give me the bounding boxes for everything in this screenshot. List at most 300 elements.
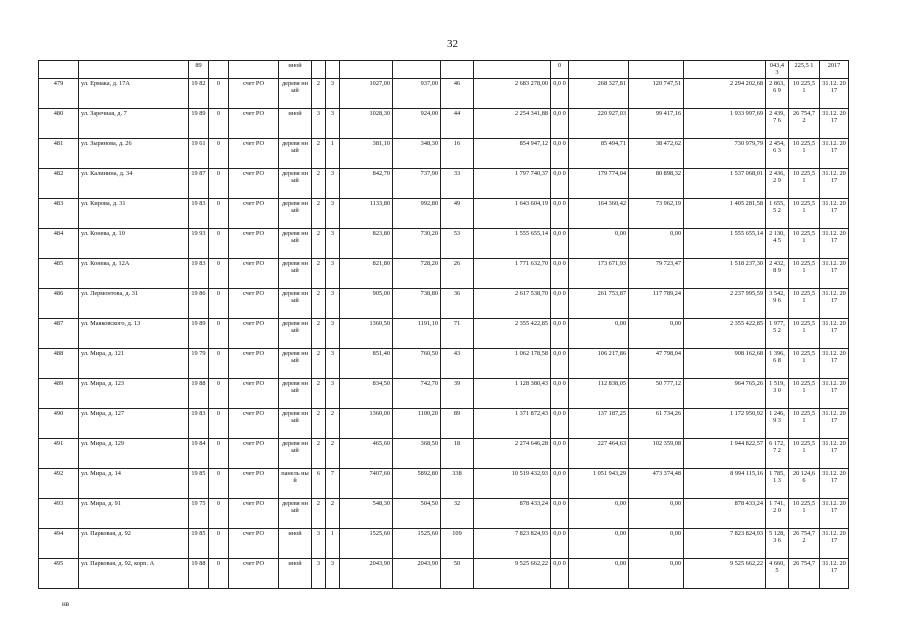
cell-year-built: 19 87 [189,168,209,198]
cell-max-unit-cost: 20 124,6 6 [789,468,820,498]
cell-owners-cost: 964 765,26 [684,378,766,408]
cell-floors: 2 [312,78,326,108]
cell-col-zero [209,61,229,79]
cell-residents: 18 [441,438,474,468]
cell-col-zero: 0 [209,378,229,408]
cell-living-area: 924,00 [393,108,441,138]
cell-address: ул. Мира, д. 14 [79,468,189,498]
cell-entrances: 3 [326,168,340,198]
cell-row-number: 493 [39,498,79,528]
cell-fund-method: счет РО [229,528,279,558]
cell-row-number: 483 [39,198,79,228]
cell-fund-method: счет РО [229,378,279,408]
cell-floors: 3 [312,558,326,588]
cell-living-area: 760,50 [393,348,441,378]
cell-owners-cost: 1 933 997,69 [684,108,766,138]
cell-year-built: 19 79 [189,348,209,378]
table-row [39,168,849,198]
cell-share-cost: 0,0 0 [551,288,569,318]
table-row [39,108,849,138]
cell-unit-cost: 2 436,2 9 [766,168,789,198]
table-row [39,438,849,468]
cell-fund-method: счет РО [229,318,279,348]
cell-col-zero: 0 [209,198,229,228]
cell-entrances: 2 [326,438,340,468]
cell-address: ул. Мира, д. 123 [79,378,189,408]
cell-share-cost: 0,0 0 [551,168,569,198]
cell-total-cost: 2 617 538,70 [474,288,551,318]
cell-row-number: 479 [39,78,79,108]
cell-total-cost: 854 947,12 [474,138,551,168]
cell-max-unit-cost: 10 225,5 1 [789,438,820,468]
cell-residents: 32 [441,498,474,528]
cell-row-number: 484 [39,228,79,258]
cell-fund-cost: 112 838,05 [569,378,629,408]
cell-owners-cost: 1 537 068,01 [684,168,766,198]
cell-living-area: 504,50 [393,498,441,528]
cell-address: ул. Калинина, д. 34 [79,168,189,198]
cell-unit-cost: 1 246,9 3 [766,408,789,438]
cell-fund-method: счет РО [229,558,279,588]
cell-max-unit-cost: 10 225,5 1 [789,168,820,198]
cell-owners-cost: 7 823 824,93 [684,528,766,558]
cell-fund-method: счет РО [229,498,279,528]
cell-fund-cost: 0,00 [569,228,629,258]
cell-address: ул. Конева, д. 10 [79,228,189,258]
cell-fund-cost: 227 464,63 [569,438,629,468]
cell-total-cost: 1 797 740,37 [474,168,551,198]
cell-max-unit-cost: 10 225,5 1 [789,198,820,228]
cell-residents: 46 [441,78,474,108]
cell-max-unit-cost: 10 225,5 1 [789,348,820,378]
cell-share-cost: 0,0 0 [551,138,569,168]
cell-wall-material: деревя нный [279,198,312,228]
cell-entrances [326,61,340,79]
cell-year-built: 19 86 [189,288,209,318]
cell-col-zero: 0 [209,288,229,318]
cell-unit-cost: 2 863,6 9 [766,78,789,108]
table-row [39,498,849,528]
cell-col-zero: 0 [209,258,229,288]
cell-living-area: 5892,80 [393,468,441,498]
cell-share-cost: 0,0 0 [551,108,569,138]
cell-unit-cost: 2 432,8 9 [766,258,789,288]
cell-fund-cost: 261 753,87 [569,288,629,318]
cell-floors [312,61,326,79]
cell-owners-cost [684,61,766,79]
cell-floors: 2 [312,198,326,228]
cell-share-cost: 0,0 0 [551,378,569,408]
cell-residents: 43 [441,348,474,378]
cell-max-unit-cost: 10 225,5 1 [789,498,820,528]
cell-total-cost: 2 355 422,85 [474,318,551,348]
cell-share-cost: 0,0 0 [551,228,569,258]
cell-floors: 2 [312,438,326,468]
cell-budget-cost: 80 898,32 [629,168,684,198]
cell-entrances: 3 [326,228,340,258]
cell-unit-cost: 6 172,7 2 [766,438,789,468]
cell-wall-material: деревя нный [279,348,312,378]
table-row [39,528,849,558]
cell-entrances: 3 [326,288,340,318]
cell-residents [441,61,474,79]
cell-wall-material: деревя нный [279,138,312,168]
cell-budget-cost: 117 789,24 [629,288,684,318]
cell-max-unit-cost: 10 225,5 1 [789,378,820,408]
cell-entrances: 7 [326,468,340,498]
cell-entrances: 1 [326,528,340,558]
cell-residents: 89 [441,408,474,438]
table-row [39,378,849,408]
cell-deadline: 31.12. 2017 [820,228,849,258]
cell-fund-cost: 1 051 943,29 [569,468,629,498]
cell-row-number: 480 [39,108,79,138]
cell-wall-material: деревя нный [279,378,312,408]
cell-col-zero: 0 [209,78,229,108]
cell-col-zero: 0 [209,468,229,498]
cell-floors: 3 [312,108,326,138]
cell-owners-cost: 2 294 202,68 [684,78,766,108]
cell-owners-cost: 9 525 662,22 [684,558,766,588]
cell-fund-method: счет РО [229,348,279,378]
table-row [39,468,849,498]
cell-entrances: 2 [326,408,340,438]
cell-address: ул. Кирова, д. 31 [79,198,189,228]
cell-row-number: 494 [39,528,79,558]
cell-living-area: 1100,20 [393,408,441,438]
cell-address [79,61,189,79]
page-number: 32 [447,38,458,50]
cell-deadline: 31.12. 2017 [820,108,849,138]
cell-fund-method: счет РО [229,438,279,468]
cell-unit-cost: 1 741,2 0 [766,498,789,528]
cell-share-cost: 0,0 0 [551,528,569,558]
cell-owners-cost: 1 944 822,57 [684,438,766,468]
cell-budget-cost: 473 374,48 [629,468,684,498]
cell-year-built: 19 61 [189,138,209,168]
cell-address: ул. Парковая, д. 92, корп. А [79,558,189,588]
cell-wall-material: иной [279,61,312,79]
cell-row-number: 495 [39,558,79,588]
cell-total-cost: 1 643 604,19 [474,198,551,228]
cell-year-built: 19 82 [189,78,209,108]
cell-col-zero: 0 [209,528,229,558]
cell-col-zero: 0 [209,498,229,528]
cell-budget-cost: 99 417,16 [629,108,684,138]
cell-residents: 36 [441,288,474,318]
cell-year-built: 19 75 [189,498,209,528]
cell-max-unit-cost: 10 225,5 1 [789,138,820,168]
cell-col-zero: 0 [209,408,229,438]
cell-year-built: 19 85 [189,528,209,558]
cell-row-number: 489 [39,378,79,408]
cell-floors: 2 [312,318,326,348]
cell-total-area: 465,60 [340,438,393,468]
cell-max-unit-cost: 10 225,5 1 [789,228,820,258]
table-row [39,258,849,288]
cell-deadline: 31.12. 2017 [820,138,849,168]
cell-wall-material: деревя нный [279,288,312,318]
cell-entrances: 3 [326,378,340,408]
cell-deadline: 31.12. 2017 [820,198,849,228]
cell-living-area: 730,20 [393,228,441,258]
cell-budget-cost: 61 734,26 [629,408,684,438]
cell-owners-cost: 1 405 281,58 [684,198,766,228]
cell-fund-method: счет РО [229,288,279,318]
cell-row-number: 486 [39,288,79,318]
cell-fund-method: счет РО [229,198,279,228]
cell-fund-cost: 0,00 [569,528,629,558]
cell-floors: 6 [312,468,326,498]
cell-year-built: 89 [189,61,209,79]
cell-row-number: 490 [39,408,79,438]
cell-residents: 33 [441,168,474,198]
cell-wall-material: деревя нный [279,78,312,108]
cell-unit-cost: 1 785,1 3 [766,468,789,498]
cell-total-cost: 878 433,24 [474,498,551,528]
cell-wall-material: иной [279,108,312,138]
cell-col-zero: 0 [209,318,229,348]
cell-fund-method: счет РО [229,408,279,438]
cell-total-area [340,61,393,79]
cell-col-zero: 0 [209,558,229,588]
cell-max-unit-cost: 10 225,5 1 [789,78,820,108]
cell-floors: 2 [312,228,326,258]
cell-floors: 2 [312,258,326,288]
cell-budget-cost: 47 798,04 [629,348,684,378]
cell-deadline: 31.12. 2017 [820,348,849,378]
cell-share-cost: 0,0 0 [551,198,569,228]
cell-fund-cost: 164 360,42 [569,198,629,228]
table-row [39,558,849,588]
cell-total-cost: 1 062 178,58 [474,348,551,378]
cell-budget-cost: 73 962,19 [629,198,684,228]
cell-residents: 26 [441,258,474,288]
cell-total-area: 905,00 [340,288,393,318]
cell-owners-cost: 1 555 655,14 [684,228,766,258]
cell-fund-method: счет РО [229,258,279,288]
cell-living-area: 728,20 [393,258,441,288]
cell-year-built: 19 89 [189,108,209,138]
table-row [39,198,849,228]
cell-living-area: 348,30 [393,138,441,168]
cell-share-cost: 0,0 0 [551,468,569,498]
cell-unit-cost: 1 655,5 2 [766,198,789,228]
cell-year-built: 19 85 [189,468,209,498]
cell-unit-cost: 4 660,5 [766,558,789,588]
cell-total-area: 1028,30 [340,108,393,138]
cell-entrances: 3 [326,558,340,588]
cell-fund-cost: 173 671,93 [569,258,629,288]
cell-row-number: 488 [39,348,79,378]
cell-total-cost: 7 823 824,93 [474,528,551,558]
cell-deadline: 31.12. 2017 [820,318,849,348]
table-row [39,138,849,168]
cell-deadline: 2017 [820,61,849,79]
cell-deadline: 31.12. 2017 [820,378,849,408]
cell-max-unit-cost: 26 754,7 2 [789,528,820,558]
cell-floors: 2 [312,378,326,408]
cell-share-cost: 0,0 0 [551,498,569,528]
cell-total-cost: 2 683 278,00 [474,78,551,108]
cell-floors: 2 [312,168,326,198]
cell-fund-cost: 106 217,86 [569,348,629,378]
table-row [39,318,849,348]
cell-share-cost: 0,0 0 [551,78,569,108]
cell-unit-cost: 1 396,6 8 [766,348,789,378]
cell-living-area: 992,80 [393,198,441,228]
cell-budget-cost: 120 747,51 [629,78,684,108]
cell-floors: 2 [312,498,326,528]
cell-floors: 3 [312,528,326,558]
cell-max-unit-cost: 10 225,5 1 [789,318,820,348]
cell-total-cost: 2 254 341,88 [474,108,551,138]
cell-address: ул. Мира, д. 129 [79,438,189,468]
cell-unit-cost: 3 542,9 6 [766,288,789,318]
cell-budget-cost: 0,00 [629,498,684,528]
cell-row-number [39,61,79,79]
cell-fund-cost: 0,00 [569,498,629,528]
cell-budget-cost: 79 723,47 [629,258,684,288]
cell-fund-method: счет РО [229,138,279,168]
cell-budget-cost: 0,00 [629,528,684,558]
cell-residents: 16 [441,138,474,168]
cell-total-area: 548,30 [340,498,393,528]
cell-residents: 109 [441,528,474,558]
cell-col-zero: 0 [209,348,229,378]
cell-unit-cost: 5 128,3 6 [766,528,789,558]
cell-year-built: 19 93 [189,228,209,258]
cell-address: ул. Конева, д. 12А [79,258,189,288]
cell-residents: 39 [441,378,474,408]
cell-owners-cost: 1 518 237,30 [684,258,766,288]
cell-owners-cost: 908 162,68 [684,348,766,378]
table-row [39,348,849,378]
housing-repair-table [38,60,849,589]
cell-total-cost: 1 128 380,43 [474,378,551,408]
cell-deadline: 31.12. 2017 [820,288,849,318]
cell-address: ул. Лермонтова, д. 31 [79,288,189,318]
cell-living-area: 1525,60 [393,528,441,558]
table-row [39,408,849,438]
cell-total-area: 821,80 [340,258,393,288]
table-row [39,288,849,318]
cell-owners-cost: 8 994 115,16 [684,468,766,498]
cell-entrances: 3 [326,108,340,138]
cell-entrances: 3 [326,318,340,348]
cell-fund-method [229,61,279,79]
cell-fund-cost: 85 494,71 [569,138,629,168]
cell-fund-cost: 179 774,04 [569,168,629,198]
cell-unit-cost: 043,4 3 [766,61,789,79]
cell-residents: 53 [441,228,474,258]
cell-max-unit-cost: 10 225,5 1 [789,288,820,318]
cell-deadline: 31.12. 2017 [820,438,849,468]
cell-wall-material: деревя нный [279,318,312,348]
cell-wall-material: иной [279,528,312,558]
cell-share-cost: 0,0 0 [551,318,569,348]
cell-residents: 50 [441,558,474,588]
cell-budget-cost: 0,00 [629,228,684,258]
cell-floors: 2 [312,288,326,318]
cell-wall-material: иной [279,558,312,588]
cell-living-area: 1191,10 [393,318,441,348]
cell-total-cost [474,61,551,79]
cell-budget-cost: 0,00 [629,558,684,588]
cell-fund-cost: 268 327,81 [569,78,629,108]
cell-year-built: 19 83 [189,408,209,438]
cell-year-built: 19 83 [189,258,209,288]
cell-fund-method: счет РО [229,228,279,258]
cell-wall-material: деревя нный [279,408,312,438]
cell-share-cost: 0,0 0 [551,408,569,438]
cell-unit-cost: 2 130,4 5 [766,228,789,258]
cell-total-area: 1133,80 [340,198,393,228]
cell-total-area: 834,50 [340,378,393,408]
table-row-continuation [39,61,849,79]
cell-fund-method: счет РО [229,168,279,198]
cell-living-area: 742,70 [393,378,441,408]
cell-floors: 2 [312,348,326,378]
cell-total-cost: 1 771 632,70 [474,258,551,288]
table-row [39,78,849,108]
cell-total-area: 823,80 [340,228,393,258]
cell-address: ул. Маяковского, д. 13 [79,318,189,348]
cell-entrances: 3 [326,258,340,288]
cell-living-area: 738,80 [393,288,441,318]
cell-max-unit-cost: 10 225,5 1 [789,408,820,438]
cell-address: ул. Мира, д. 127 [79,408,189,438]
cell-total-cost: 10 519 432,93 [474,468,551,498]
cell-fund-method: счет РО [229,78,279,108]
cell-address: ул. Зырянова, д. 26 [79,138,189,168]
cell-wall-material: деревя нный [279,258,312,288]
cell-owners-cost: 730 979,79 [684,138,766,168]
cell-fund-method: счет РО [229,108,279,138]
cell-col-zero: 0 [209,108,229,138]
cell-total-area: 1360,00 [340,408,393,438]
cell-fund-method: счет РО [229,468,279,498]
cell-owners-cost: 1 172 950,92 [684,408,766,438]
cell-address: ул. Парковая, д. 92 [79,528,189,558]
cell-total-area: 381,10 [340,138,393,168]
cell-entrances: 3 [326,348,340,378]
cell-wall-material: деревя нный [279,498,312,528]
cell-row-number: 492 [39,468,79,498]
cell-col-zero: 0 [209,138,229,168]
cell-row-number: 481 [39,138,79,168]
cell-share-cost: 0,0 0 [551,438,569,468]
cell-year-built: 19 88 [189,378,209,408]
cell-share-cost: 0,0 0 [551,558,569,588]
cell-total-area: 1027,00 [340,78,393,108]
cell-row-number: 487 [39,318,79,348]
cell-total-cost: 9 525 662,22 [474,558,551,588]
cell-wall-material: деревя нный [279,438,312,468]
cell-living-area [393,61,441,79]
cell-total-area: 842,70 [340,168,393,198]
cell-address: ул. Заречная, д. 7 [79,108,189,138]
cell-deadline: 31.12. 2017 [820,558,849,588]
cell-residents: 71 [441,318,474,348]
cell-floors: 2 [312,408,326,438]
cell-fund-cost: 220 927,03 [569,108,629,138]
cell-deadline: 31.12. 2017 [820,78,849,108]
cell-residents: 49 [441,198,474,228]
cell-budget-cost: 38 472,62 [629,138,684,168]
cell-year-built: 19 89 [189,318,209,348]
cell-deadline: 31.12. 2017 [820,528,849,558]
